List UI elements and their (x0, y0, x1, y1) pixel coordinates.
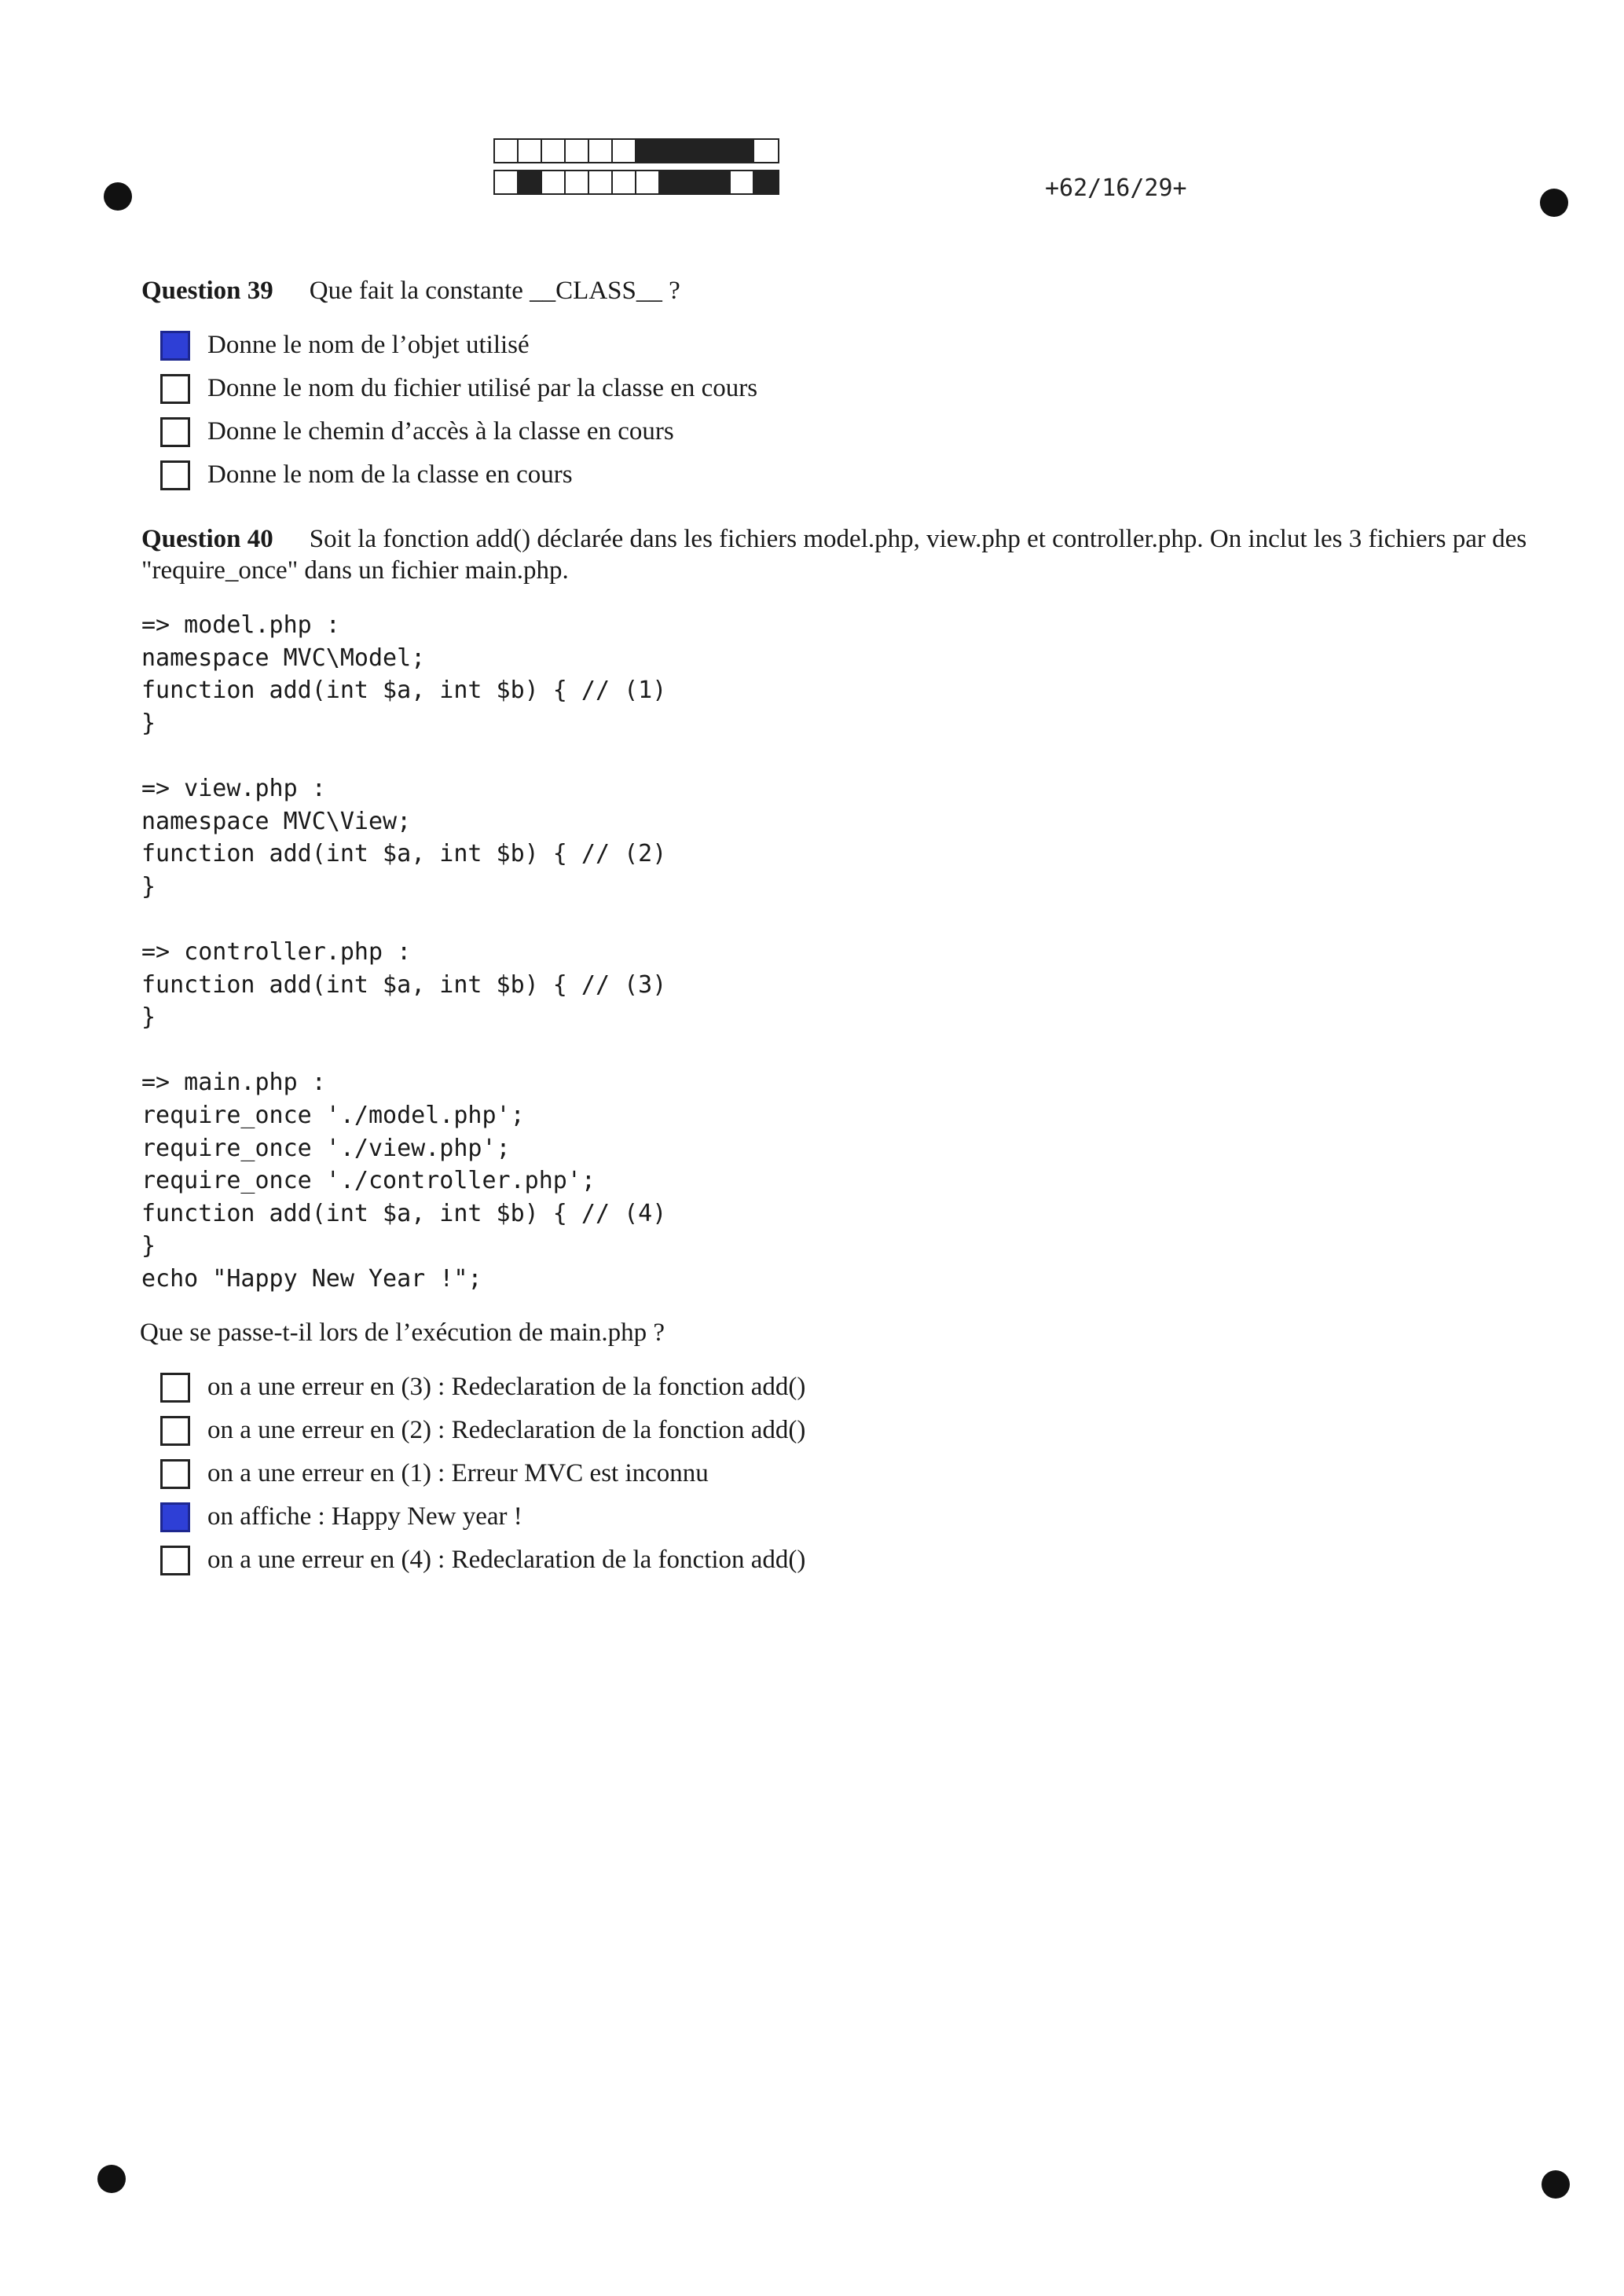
answer-text: on a une erreur en (2) : Redeclaration de la fonction add() (207, 1416, 806, 1444)
question-prompt: Que se passe-t-il lors de l’exécution de main.php ? (140, 1319, 665, 1347)
answer-option[interactable] (160, 453, 757, 497)
answer-text: on a une erreur en (4) : Redeclaration de la fonction add() (207, 1546, 806, 1574)
answer-option[interactable] (160, 324, 757, 367)
checkbox[interactable] (160, 1373, 190, 1403)
page-id: +62/16/29+ (1045, 174, 1187, 202)
question-39 (141, 275, 1540, 306)
checkbox[interactable] (160, 374, 190, 404)
q40-options (160, 1366, 805, 1582)
answer-text: Donne le nom du fichier utilisé par la classe en cours (207, 374, 758, 402)
question-text: Soit la fonction add() déclarée dans les fichiers model.php, view.php et controller.php. On inclut les 3 fichiers par des "require_once" dans un fichier main.php. (141, 525, 1527, 585)
question-label: Question 39 (141, 277, 273, 305)
barcode-top (493, 138, 779, 163)
answer-text: Donne le chemin d’accès à la classe en cours (207, 417, 674, 446)
registration-dot-top-right (1540, 189, 1568, 217)
answer-text: on a une erreur en (3) : Redeclaration de la fonction add() (207, 1373, 806, 1401)
registration-dot-top-left (104, 182, 132, 211)
answer-option[interactable] (160, 1495, 805, 1539)
answer-option[interactable] (160, 1409, 805, 1452)
question-text: Que fait la constante __CLASS__ ? (309, 277, 680, 305)
barcode-bottom (493, 170, 779, 195)
checkbox[interactable] (160, 1459, 190, 1489)
answer-option[interactable] (160, 410, 757, 453)
answer-option[interactable] (160, 1539, 805, 1582)
checkbox[interactable] (160, 1416, 190, 1446)
answer-option[interactable] (160, 367, 757, 410)
answer-text: on affiche : Happy New year ! (207, 1502, 522, 1531)
question-label: Question 40 (141, 525, 273, 553)
checkbox[interactable] (160, 417, 190, 447)
answer-text: Donne le nom de l’objet utilisé (207, 331, 530, 359)
checkbox-checked[interactable] (160, 331, 190, 361)
code-listing: => model.php : namespace MVC\Model; function add(int $a, int $b) { // (1) } => view.php : namespace MVC\View; function add(int $a, int $b) { // (2) } => controller.php : function add(int $a, int $b) { // (3) } => main.php : require_once './model.php'; require_once './view.php'; require_once './controller.php'; function add(int $a, int $b) { // (4) } echo "Happy New Year !"; (141, 611, 667, 1293)
checkbox-checked[interactable] (160, 1502, 190, 1532)
question-40 (141, 523, 1540, 586)
registration-dot-bottom-right (1542, 2170, 1570, 2199)
checkbox[interactable] (160, 460, 190, 490)
answer-text: on a une erreur en (1) : Erreur MVC est inconnu (207, 1459, 709, 1487)
q39-options (160, 324, 757, 497)
registration-dot-bottom-left (97, 2165, 126, 2193)
checkbox[interactable] (160, 1546, 190, 1575)
answer-text: Donne le nom de la classe en cours (207, 460, 573, 489)
answer-option[interactable] (160, 1366, 805, 1409)
answer-option[interactable] (160, 1452, 805, 1495)
